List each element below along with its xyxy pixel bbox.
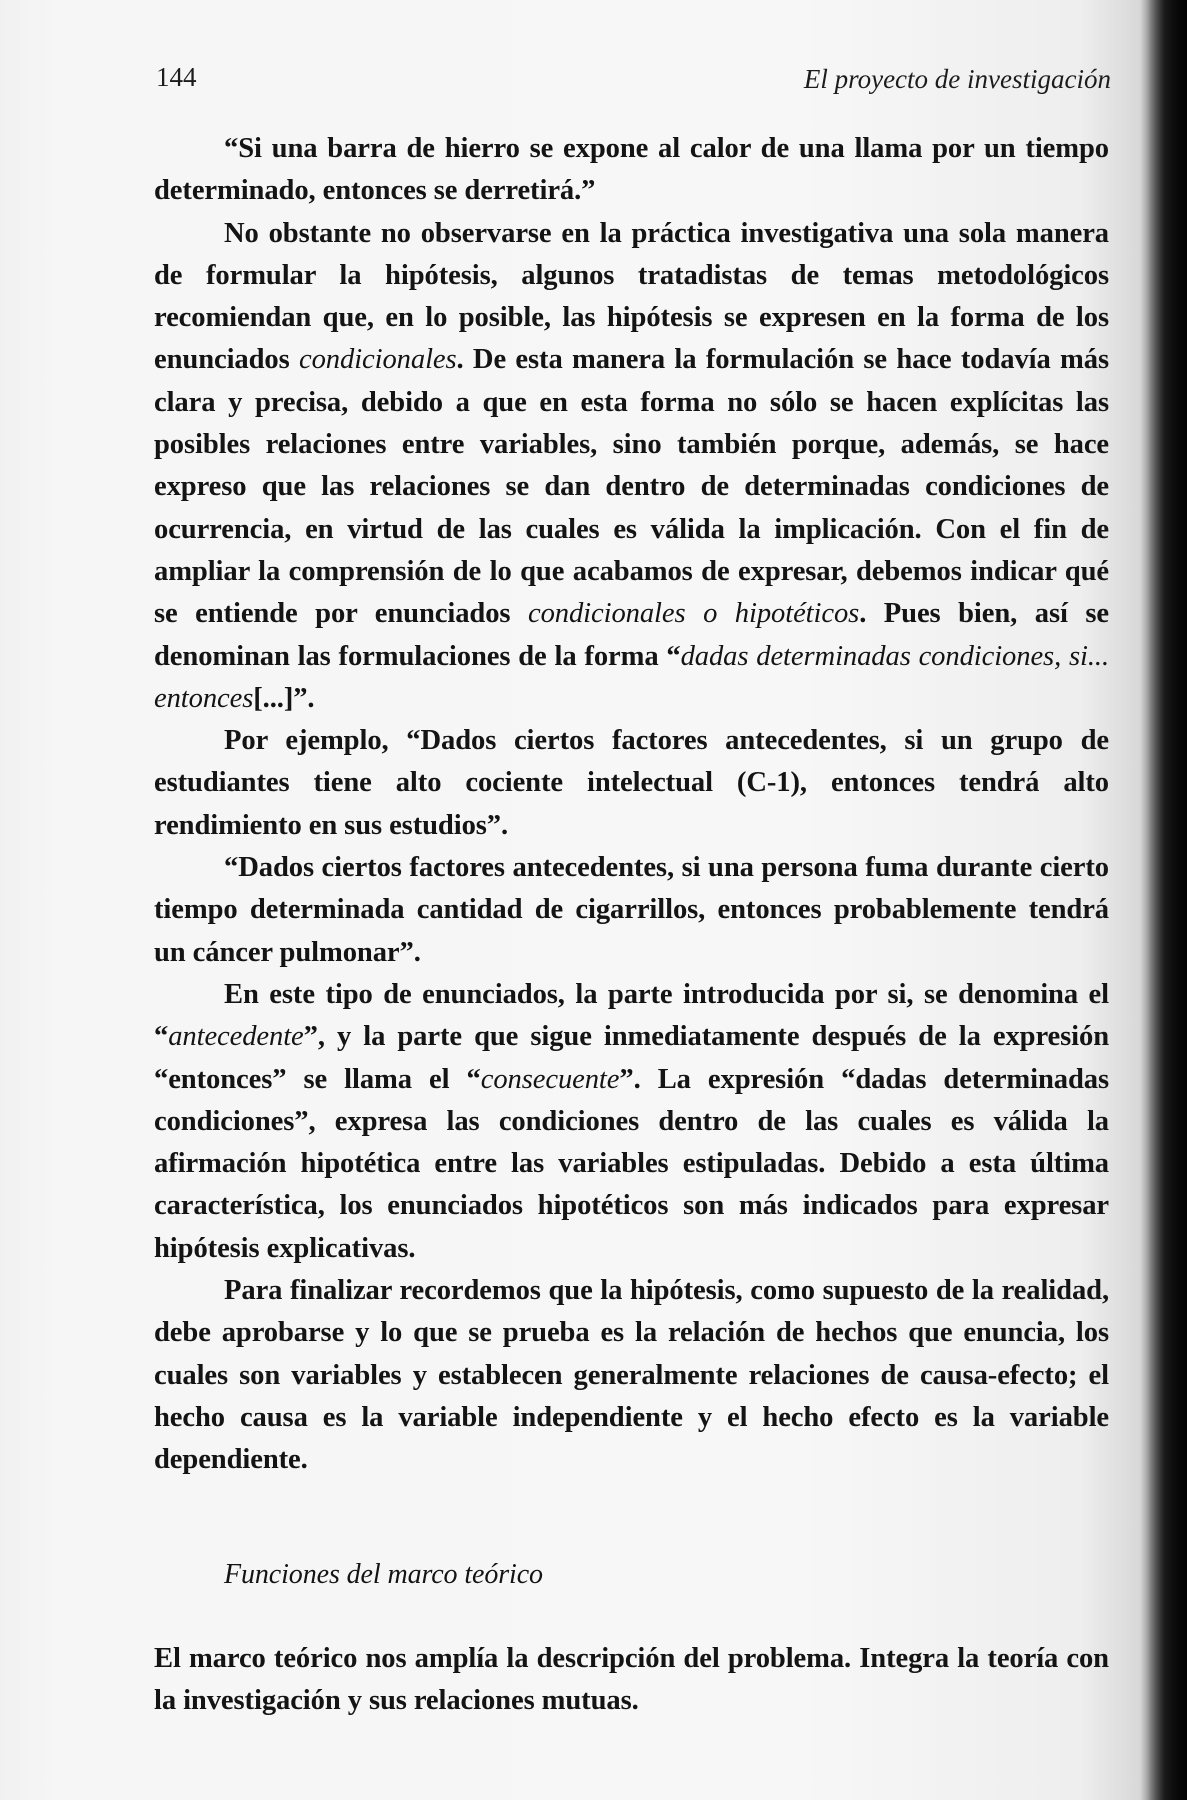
- italic-term-antecedente: antecedente: [168, 1021, 304, 1053]
- page-number: 144: [156, 62, 197, 92]
- paragraph-iron-bar-example: “Si una barra de hierro se expone al calor de una llama por un tiempo determinado, entonces se derretirá.”: [154, 133, 1109, 207]
- section-subheading: Funciones del marco teórico: [224, 1558, 543, 1590]
- italic-term-condicionales-hipoteticos: condicionales o hipotéticos: [528, 598, 860, 630]
- running-title: El proyecto de investigación: [803, 64, 1111, 94]
- paragraph-conclusion: Para finalizar recordemos que la hipótesis, como supuesto de la realidad, debe aprobarse y lo que se prueba es la relación de hechos que enuncia, los cuales son variables y establecen generalmente relaciones de causa-efecto; el hecho causa es la variable independiente y el hecho efecto es la variable dependiente.: [154, 1275, 1109, 1476]
- text-run: . De esta manera la formulación se hace todavía más clara y precisa, debido a que en esta forma no sólo se hacen explícitas las posibles relaciones entre variables, sino también porque, además, se hace expreso que las relaciones se dan dentro de determinadas condiciones de ocurrencia, en virtud de las cuales es válida la implicación. Con el fin de ampliar la comprensión de lo que acabamos de expresar, debemos indicar qué se entiende por enunciados: [154, 344, 1109, 630]
- text-run: ”, y la parte que sigue inmediatamente después de la expresión “entonces” se llama el “: [154, 1021, 1109, 1095]
- paragraph-example-iq: Por ejemplo, “Dados ciertos factores antecedentes, si un grupo de estudiantes tiene alto cociente intelectual (C-1), entonces tendrá alto rendimiento en sus estudios”.: [154, 725, 1109, 841]
- paragraph-theoretical-framework: El marco teórico nos amplía la descripción del problema. Integra la teoría con la investigación y sus relaciones mutuas.: [154, 1642, 1109, 1716]
- italic-formula: dadas determinadas condiciones, si... entonces: [154, 640, 1109, 714]
- page-edge-shadow: [1147, 0, 1187, 1800]
- text-run: No obstante no observarse en la práctica investigativa una sola manera de formular la hipótesis, algunos tratadistas de temas metodológicos recomiendan que, en lo posible, las hipótesis se expresen en la forma de los enunciados: [154, 217, 1109, 376]
- body-text: [154, 128, 1109, 1722]
- text-run: . Pues bien, así se denominan las formulaciones de la forma “: [154, 598, 1109, 672]
- italic-term-consecuente: consecuente: [480, 1063, 620, 1095]
- paragraph-example-smoking: “Dados ciertos factores antecedentes, si una persona fuma durante cierto tiempo determinada cantidad de cigarrillos, entonces probablemente tendrá un cáncer pulmonar”.: [154, 852, 1109, 968]
- paragraph-conditional-statements: [154, 213, 1109, 721]
- paragraph-antecedent-consequent: [154, 974, 1109, 1270]
- text-run: ”. La expresión “dadas determinadas condiciones”, expresa las condiciones dentro de las cuales es válida la afirmación hipotética entre las variables estipuladas. Debido a esta última característica, los enunciados hipotéticos son más indicados para expresar hipótesis explicativas.: [154, 1063, 1109, 1264]
- page-header: [156, 62, 1111, 102]
- text-run: En este tipo de enunciados, la parte introducida por si, se denomina el “: [154, 978, 1109, 1053]
- text-run: [...]”.: [253, 682, 315, 714]
- italic-term-condicionales: condicionales: [299, 344, 457, 376]
